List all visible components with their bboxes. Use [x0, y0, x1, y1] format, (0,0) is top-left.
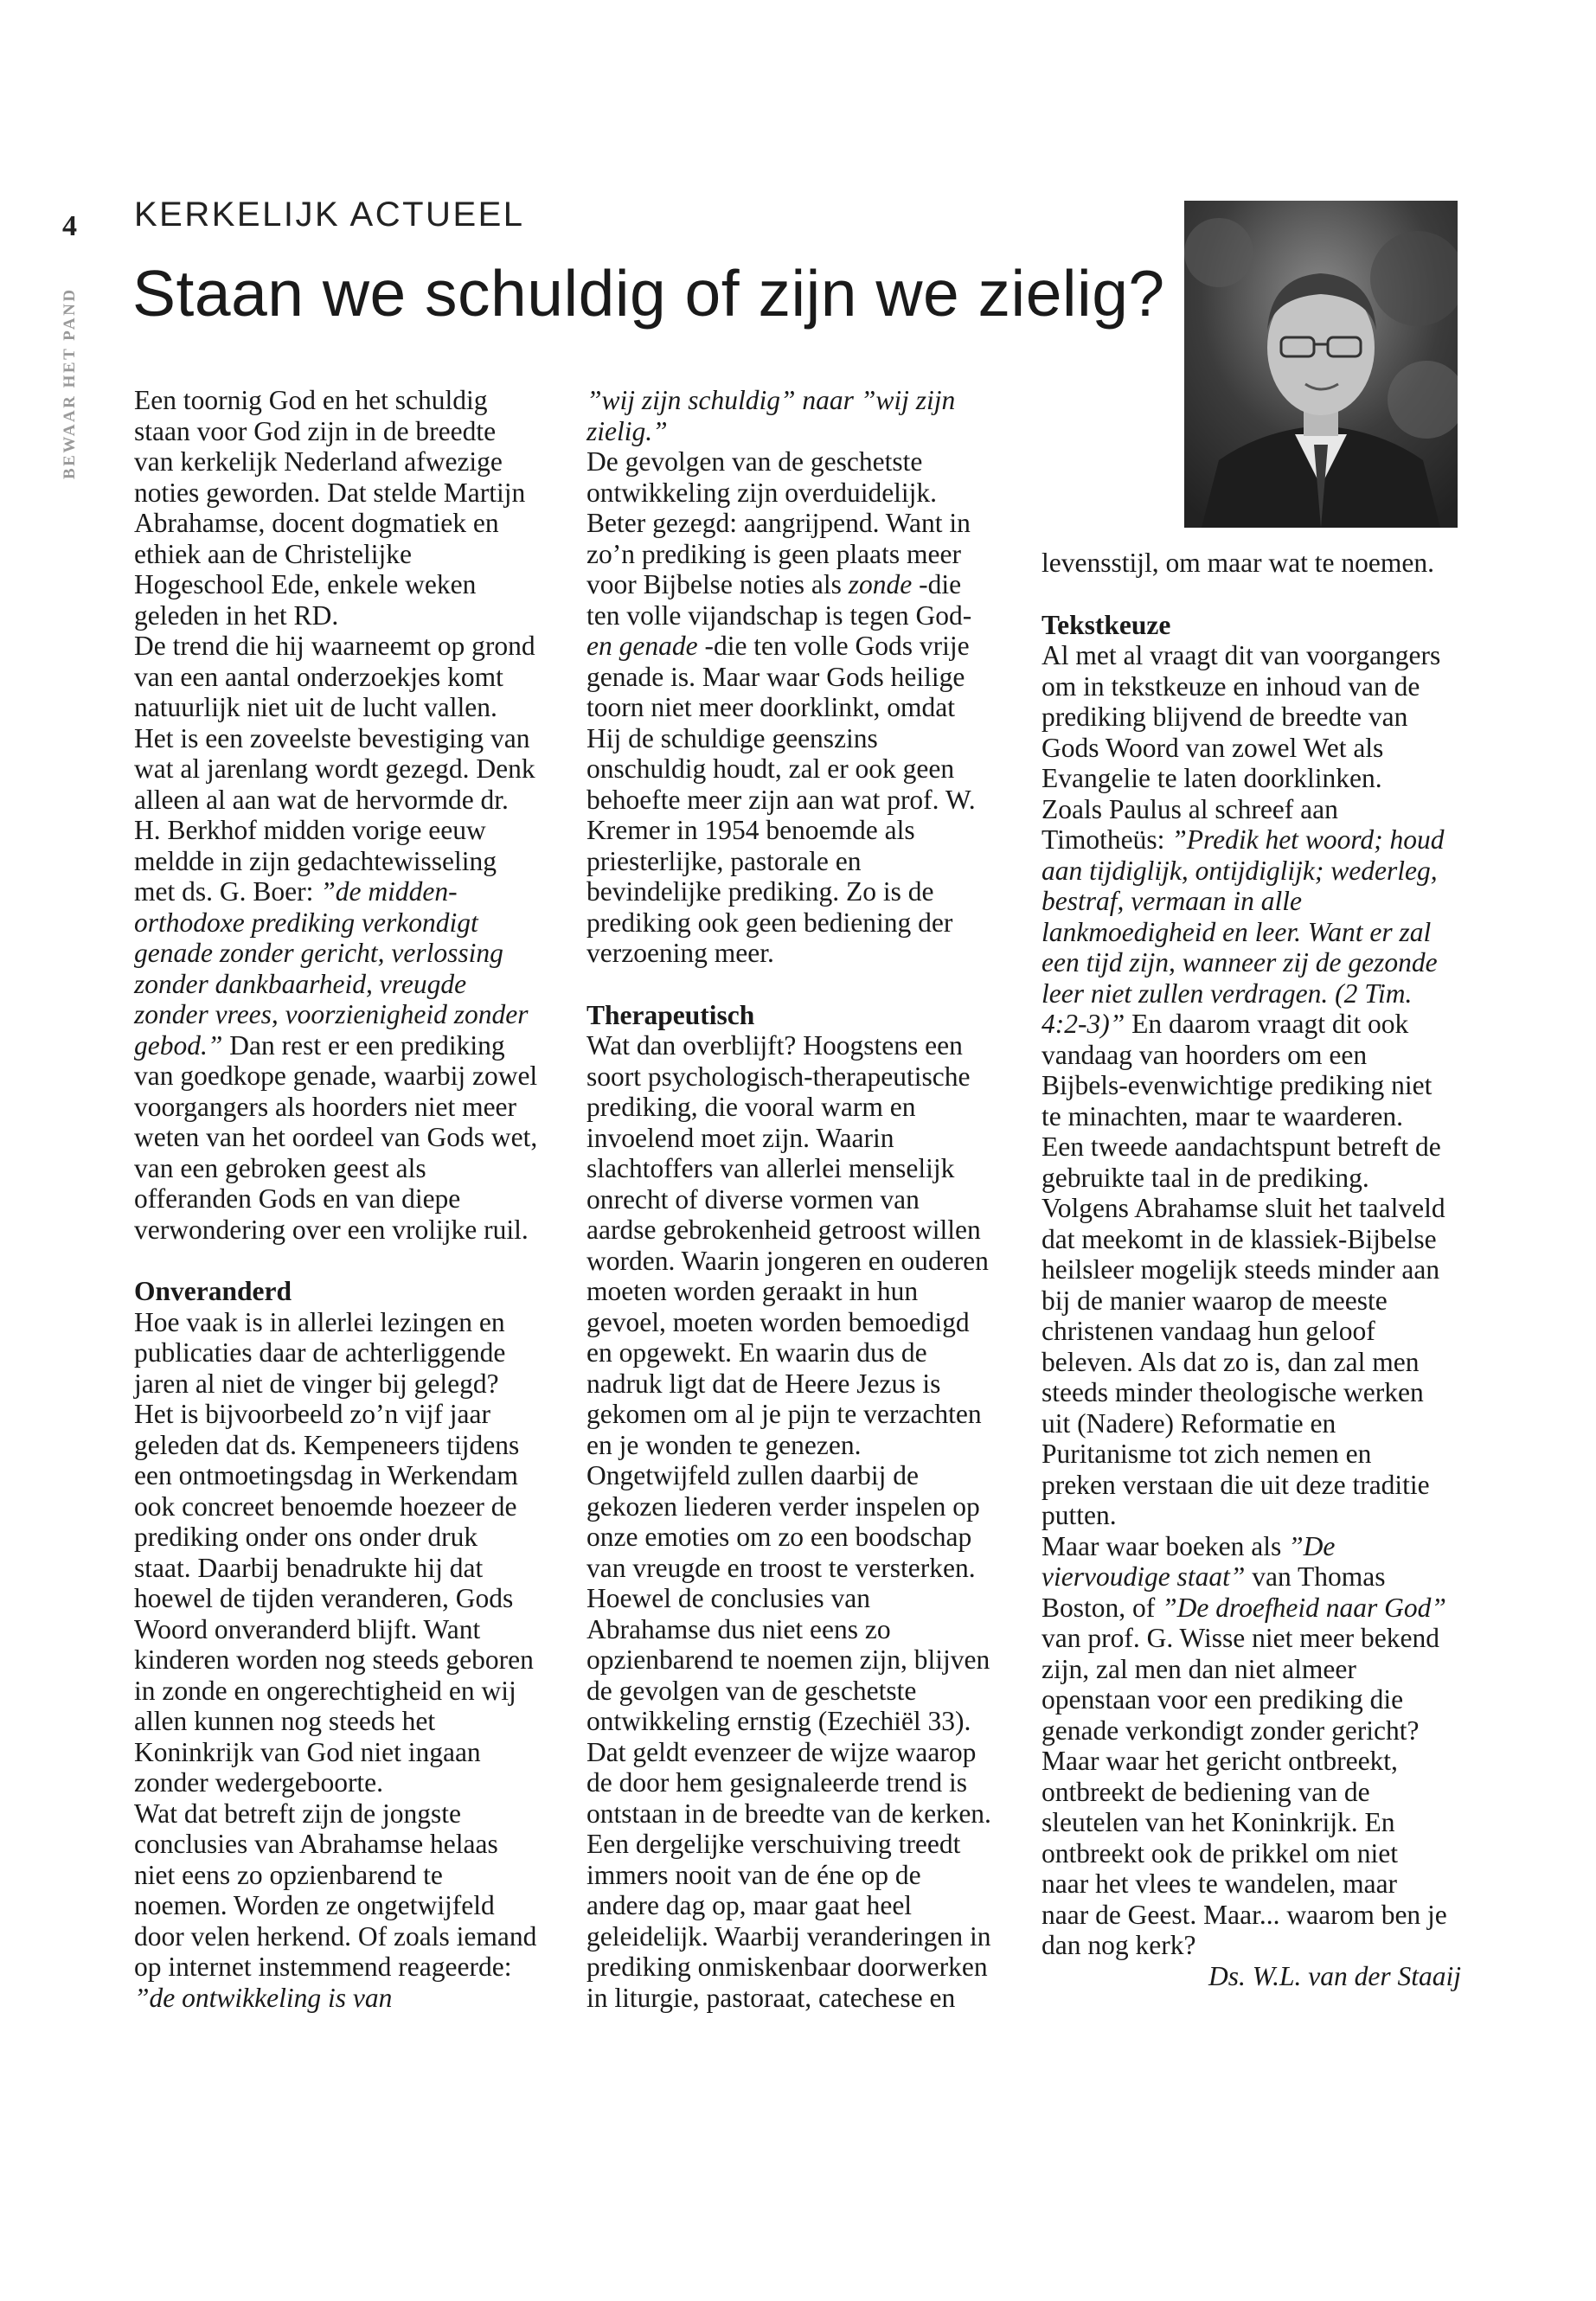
subheading-onveranderd: Onveranderd: [134, 1276, 292, 1306]
section-label: KERKELIJK ACTUEEL: [134, 195, 525, 234]
subheading-therapeutisch: Therapeutisch: [586, 999, 755, 1030]
paragraph: Een tweede aandachtspunt betreft de gebruikte taal in de prediking. Volgens Abrahamse sluit het taalveld dat meekomt in de klassiek-Bijbelse heilsleer mogelijk steeds minder aan bij de manier waarop de meeste christenen vandaag hun geloof beleven. Als dat zo is, dan zal men steeds minder theologische werken uit (Nadere) Reformatie en Puritanisme tot zich nemen en preken verstaan die uit deze traditie putten.: [1042, 1131, 1445, 1530]
paragraph: Een toornig God en het schuldig staan voor God zijn in de breedte van kerkelijk Nederland afwezige noties geworden. Dat stelde Martijn Abrahamse, docent dogmatiek en ethiek aan de Christelijke Hogeschool Ede, enkele weken geleden in het RD.: [134, 385, 526, 631]
paragraph: Hoe vaak is in allerlei lezingen en publicaties daar de achterliggende jaren al niet de vinger bij gelegd? Het is bijvoorbeeld zo’n vijf jaar geleden dat ds. Kempeneers tijdens een ontmoetingsdag in Werkendam ook concreet benoemde hoezeer de prediking onder ons onder druk staat. Daarbij benadrukte hij dat hoewel de tijden veranderen, Gods Woord onveranderd blijft. Want kinderen worden nog steeds geboren in zonde en ongerechtigheid en wij allen kunnen nog steeds het Koninkrijk van God niet ingaan zonder wedergeboorte.: [134, 1306, 534, 1798]
article-column-2: [586, 385, 993, 2013]
author-byline: Ds. W.L. van der Staaij: [1208, 1960, 1461, 1991]
quote: ”wij zijn schuldig” naar ”wij zijn zielig.”: [586, 385, 956, 446]
publication-side-label: BEWAAR HET PAND: [61, 287, 79, 479]
paragraph: levensstijl, om maar wat te noemen.: [1042, 548, 1434, 578]
paragraph: Wat dan overblijft? Hoogstens een soort psychologisch-therapeutische prediking, die vooral warm en invoelend moet zijn. Waarin slachtoffers van allerlei menselijk onrecht of diverse vormen van aardse gebrokenheid getroost willen worden. Waarin jongeren en ouderen moeten worden geraakt in hun gevoel, moeten worden bemoedigd en opgewekt. En waarin dus de nadruk ligt dat de Heere Jezus is gekomen om al je pijn te verzachten en je wonden te genezen. Ongetwijfeld zullen daarbij de gekozen liederen verder inspelen op onze emoties om zo een boodschap van vreugde en troost te versterken.: [586, 1030, 989, 1583]
article-headline: Staan we schuldig of zijn we zielig?: [132, 257, 1165, 330]
paragraph: Al met al vraagt dit van voorgangers om in tekstkeuze en inhoud van de prediking blijvend de breedte van Gods Woord van zowel Wet als Evangelie te laten doorklinken. Zoals Paulus al schreef aan Timotheüs: ”Predik het woord; houd aan tijdiglijk, ontijdiglijk; wederleg, bestraf, vermaan in alle lankmoedigheid en leer. Want er zal een tijd zijn, wanneer zij de gezonde leer niet zullen verdragen. (2 Tim. 4:2-3)” En daarom vraagt dit ook vandaag van hoorders om een Bijbels-evenwichtige prediking niet te minachten, maar te waarderen.: [1042, 640, 1445, 1131]
page-number: 4: [62, 210, 77, 242]
article-column-1: [134, 385, 541, 2013]
paragraph: Wat dat betreft zijn de jongste conclusies van Abrahamse helaas niet eens zo opzienbarend te noemen. Worden ze ongetwijfeld door velen herkend. Of zoals iemand op internet instemmend reageerde: ”de ontwikkeling is van: [134, 1798, 537, 2013]
portrait-photo: [1184, 201, 1458, 528]
subheading-tekstkeuze: Tekstkeuze: [1042, 609, 1171, 640]
paragraph: De gevolgen van de geschetste ontwikkeling zijn overduidelijk. Beter gezegd: aangrijpend. Want in zo’n prediking is geen plaats meer voor Bijbelse noties als zonde -die ten volle vijandschap is tegen God- en genade -die ten volle Gods vrije genade is. Maar waar Gods heilige toorn niet meer doorklinkt, omdat Hij de schuldige geenszins onschuldig houdt, zal er ook geen behoefte meer zijn aan wat prof. W. Kremer in 1954 benoemde als priesterlijke, pastorale en bevindelijke prediking. Zo is de prediking ook geen bediening der verzoening meer.: [586, 446, 976, 968]
quote: ”de midden-orthodoxe prediking verkondigt genade zonder gericht, verlossing zonder dankbaarheid, vreugde zonder vrees, voorzienigheid zonder gebod.”: [134, 876, 529, 1061]
portrait-photo-icon: [1184, 201, 1458, 528]
paragraph: De trend die hij waarneemt op grond van een aantal onderzoekjes komt natuurlijk niet uit de lucht vallen. Het is een zoveelste bevestiging van wat al jarenlang wordt gezegd. Denk alleen al aan wat de hervormde dr. H. Berkhof midden vorige eeuw meldde in zijn gedachtewisseling met ds. G. Boer: ”de midden-orthodoxe prediking verkondigt genade zonder gericht, verlossing zonder dankbaarheid, vreugde zonder vrees, voorzienigheid zonder gebod.” Dan rest er een prediking van goedkope genade, waarbij zowel voorgangers als hoorders niet meer weten van het oordeel van Gods wet, van een gebroken geest als offeranden Gods en van diepe verwondering over een vrolijke ruil.: [134, 631, 538, 1245]
paragraph: Maar waar boeken als ”De viervoudige staat” van Thomas Boston, of ”De droefheid naar God” van prof. G. Wisse niet meer bekend zijn, zal men dan niet almeer openstaan voor een prediking die genade verkondigt zonder gericht? Maar waar het gericht ontbreekt, ontbreekt de bediening van de sleutelen van het Koninkrijk. En ontbreekt ook de prikkel om niet naar het vlees te wandelen, maar naar de Geest. Maar... waarom ben je dan nog kerk?: [1042, 1530, 1447, 1960]
article-column-3: [1042, 548, 1461, 1991]
paragraph: Hoewel de conclusies van Abrahamse dus niet eens zo opzienbarend te noemen zijn, blijven de gevolgen van de geschetste ontwikkeling ernstig (Ezechiël 33). Dat geldt evenzeer de wijze waarop de door hem gesignaleerde trend is ontstaan in de breedte van de kerken. Een dergelijke verschuiving treedt immers nooit van de éne op de andere dag op, maar gaat heel geleidelijk. Waarbij veranderingen in prediking onmiskenbaar doorwerken in liturgie, pastoraat, catechese en: [586, 1583, 991, 2013]
quote: ”Predik het woord; houd aan tijdiglijk, ontijdiglijk; wederleg, bestraf, vermaan in alle lankmoedigheid en leer. Want er zal een tijd zijn, wanneer zij de gezonde leer niet zullen verdragen. (2 Tim. 4:2-3)”: [1042, 824, 1445, 1039]
quote: ”de ontwikkeling is van: [134, 1982, 393, 2013]
